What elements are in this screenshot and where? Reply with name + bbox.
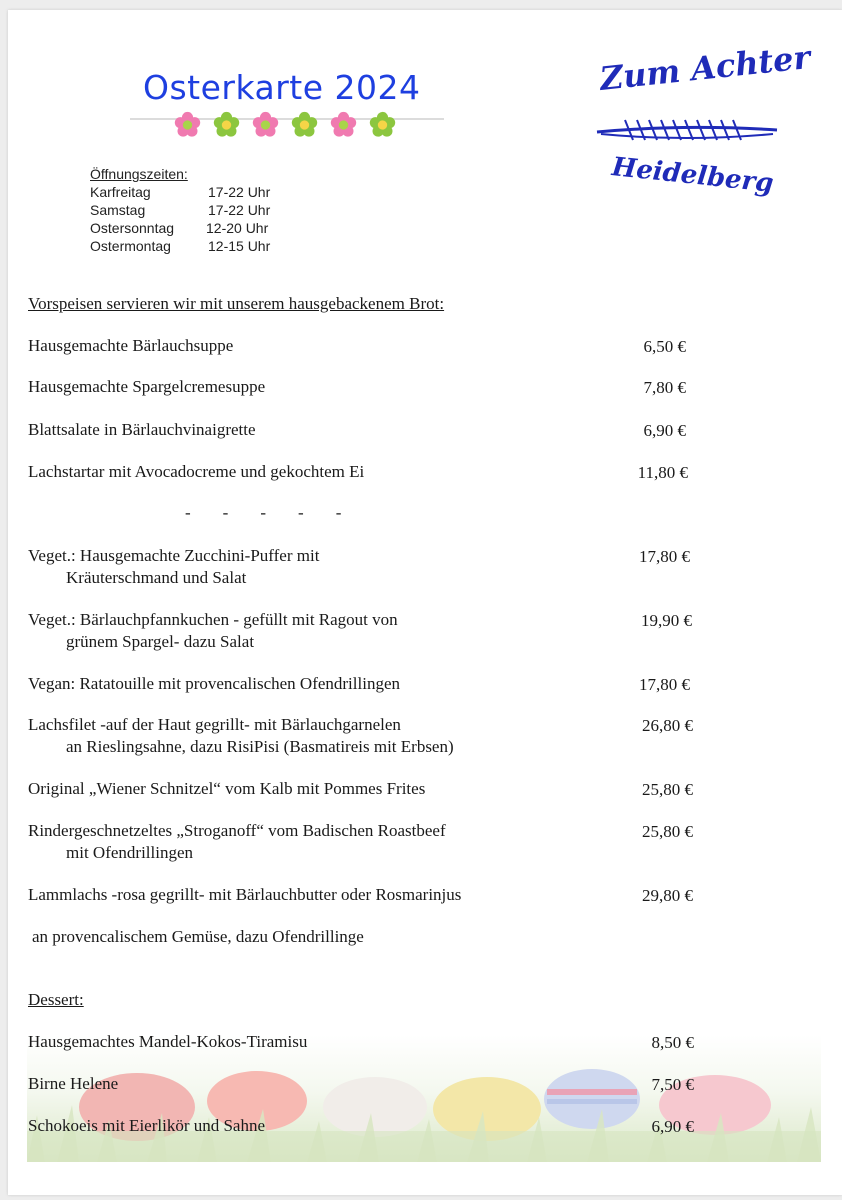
menu-item-name: Hausgemachte Spargelcremesuppe [28,377,266,396]
menu-item-name: Original „Wiener Schnitzel“ vom Kalb mit Pommes Frites [28,779,426,798]
menu-item-description: an provencalischem Gemüse, dazu Ofendrillinge [32,927,364,946]
rowing-boat-icon [595,110,780,150]
logo-name: Zum Achter [598,38,813,98]
hours-day: Samstag [90,202,146,218]
green-flower-icon [212,111,241,139]
hours-time: 17-22 Uhr [208,202,271,218]
logo-city: Heidelberg [610,152,775,199]
menu-item-description: an Rieslingsahne, dazu RisiPisi (Basmatireis mit Erbsen) [66,737,454,756]
opening-hours [90,165,270,255]
menu-item-name: Hausgemachtes Mandel-Kokos-Tiramisu [28,1032,308,1051]
separator-dash: - [335,503,342,522]
hours-time: 17-22 Uhr [208,184,271,200]
menu-item-description: Kräuterschmand und Salat [66,568,247,587]
separator-dash: - [260,503,267,522]
menu-title: Osterkarte 2024 [143,68,421,107]
menu-item-name: Veget.: Bärlauchpfannkuchen - gefüllt mit Ragout von [28,610,398,629]
hours-time: 12-20 Uhr [206,220,269,236]
menu-item-price: 19,90 € [641,611,692,630]
menu-item-description: mit Ofendrillingen [66,843,194,862]
menu-item-price: 8,50 € [651,1033,694,1052]
separator-dash: - [222,503,229,522]
hours-day: Ostermontag [90,238,171,254]
green-flower-icon [368,111,397,139]
menu-item-name: Vegan: Ratatouille mit provencalischen Ofendrillingen [28,674,400,693]
restaurant-logo [590,38,813,199]
hours-row [90,219,270,237]
menu-item-description: grünem Spargel- dazu Salat [66,632,255,651]
opening-hours-heading: Öffnungszeiten: [90,166,188,182]
menu-item-price: 6,90 € [643,421,686,440]
menu-item-price: 17,80 € [639,675,690,694]
hours-day: Ostersonntag [90,220,175,236]
menu-item-price: 11,80 € [637,463,688,482]
easter-eggs-grass-image [27,1035,821,1162]
menu-item-name: Hausgemachte Bärlauchsuppe [28,336,234,355]
hours-row [90,183,270,201]
menu-item-name: Rindergeschnetzeltes „Stroganoff“ vom Badischen Roastbeef [28,821,446,840]
menu-item-price: 25,80 € [642,822,693,841]
menu-item-price: 7,80 € [643,378,686,397]
menu-item-price: 17,80 € [639,547,690,566]
hours-row [90,237,270,255]
starters-heading: Vorspeisen servieren wir mit unserem hausgebackenem Brot: [28,294,445,313]
dessert-heading: Dessert: [28,990,84,1009]
hours-time: 12-15 Uhr [208,238,271,254]
menu-item-name: Blattsalate in Bärlauchvinaigrette [28,420,256,439]
menu-item-price: 7,50 € [651,1075,694,1094]
menu-item-price: 25,80 € [642,780,693,799]
menu-item-name: Lachstartar mit Avocadocreme und gekochtem Ei [28,462,365,481]
flower-decoration [173,111,397,139]
green-flower-icon [290,111,319,139]
menu-item-price: 6,50 € [643,337,686,356]
separator-dash: - [298,503,304,522]
menu-item-name: Lachsfilet -auf der Haut gegrillt- mit Bärlauchgarnelen [28,715,401,734]
menu-item-name: Veget.: Hausgemachte Zucchini-Puffer mit [28,546,320,565]
menu-item-price: 29,80 € [642,886,693,905]
hours-row [90,201,270,219]
pink-flower-icon [251,111,280,139]
menu-item-price: 6,90 € [651,1117,694,1136]
menu-item-price: 26,80 € [642,716,693,735]
section-separator [185,503,341,523]
menu-item-name: Schokoeis mit Eierlikör und Sahne [28,1116,266,1135]
separator-dash: - [185,503,191,522]
pink-flower-icon [329,111,358,139]
menu-item-name: Birne Helene [28,1074,119,1093]
menu-item-name: Lammlachs -rosa gegrillt- mit Bärlauchbutter oder Rosmarinjus [28,885,462,904]
hours-day: Karfreitag [90,184,151,200]
pink-flower-icon [173,111,202,139]
